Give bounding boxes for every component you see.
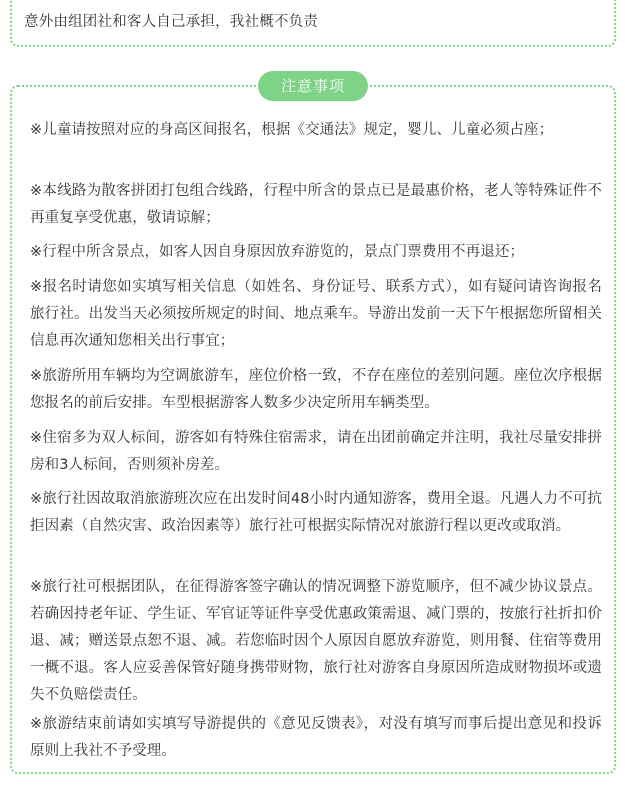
notice-item-cancellation: ※旅行社因故取消旅游班次应在出发时间48小时内通知游客，费用全退。凡遇人力不可抗拒因素（自然灾害、政治因素等）旅行社可根据实际情况对旅游行程以更改或取消。 — [30, 491, 602, 534]
notice-item-package-discount: ※本线路为散客拼团打包组合线路，行程中所含的景点已是最惠价格，老人等特殊证件不再重复享受优惠，敬请谅解； — [30, 183, 602, 226]
notice-item-accommodation: ※住宿多为双人标间，游客如有特殊住宿需求，请在出团前确定并注明，我社尽量安排拼房和3人标间，否则须补房差。 — [30, 430, 602, 473]
notice-item-registration-info: ※报名时请您如实填写相关信息（如姓名、身份证号、联系方式），如有疑问请咨询报名旅行社。出发当天必须按所规定的时间、地点乘车。导游出发前一天下午根据您所留相关信息再次通知您相关出行事宜； — [30, 279, 602, 349]
notice-item-child-seat: ※儿童请按照对应的身高区间报名，根据《交通法》规定，婴儿、儿童必须占座； — [30, 122, 554, 138]
notice-item-vehicle-seating: ※旅游所用车辆均为空调旅游车，座位价格一致，不存在座位的差别问题。座位次序根据您报名的前后安排。车型根据游客人数多少决定所用车辆类型。 — [30, 368, 602, 411]
top-section-text: 意外由组团社和客人自己承担，我社概不负责 — [24, 14, 318, 30]
notice-item-skip-attraction: ※行程中所含景点，如客人因自身原因放弃游览的，景点门票费用不再退还； — [30, 244, 525, 260]
notice-title-badge: 注意事项 — [258, 71, 368, 101]
notice-item-feedback-form: ※旅游结束前请如实填写导游提供的《意见反馈表》，对没有填写而事后提出意见和投诉原则上我社不予受理。 — [30, 716, 602, 759]
notice-item-itinerary-adjustment: ※旅行社可根据团队，在征得游客签字确认的情况调整下游览顺序，但不减少协议景点。若确因持老年证、学生证、军官证等证件享受优惠政策需退、减门票的，按旅行社折扣价退、减；赠送景点恕不退、减。若您临时因个人原因自愿放弃游览，则用餐、住宿等费用一概不退。客人应妥善保管好随身携带财物，旅行社对游客自身原因所造成财物损坏或遗失不负赔偿责任。 — [30, 579, 602, 703]
